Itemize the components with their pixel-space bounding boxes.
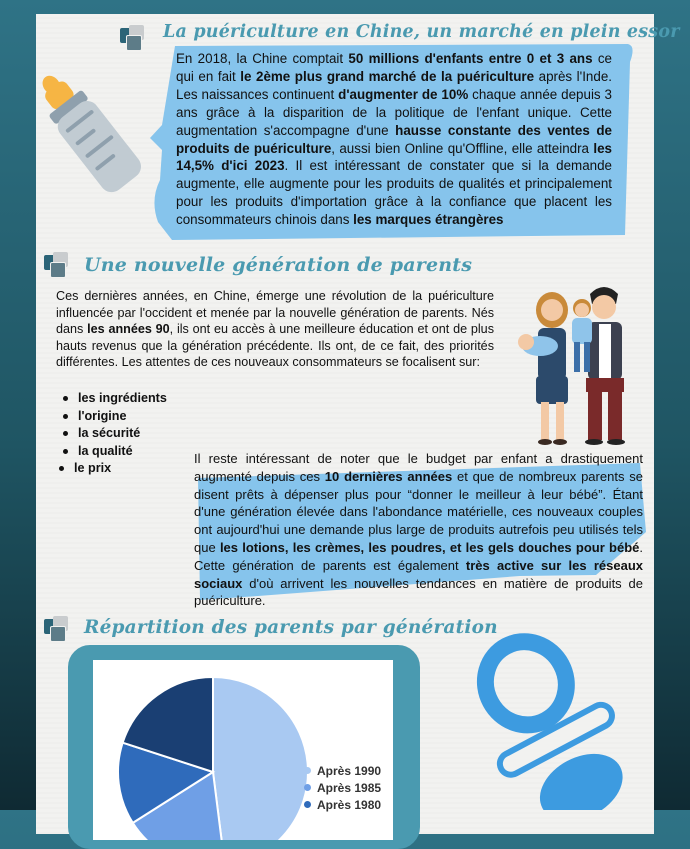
legend-label: Après 1980 [317,797,382,812]
emphasis-text: d'augmenter de 10% [338,86,469,102]
emphasis-text: hausse constante des ventes de produits de puériculture [176,122,612,156]
chart-frame [68,645,420,849]
section-title-1: La puériculture en Chine, un marché en plein essor [163,22,680,42]
section2-paragraph [56,288,494,371]
priorities-list [58,390,167,478]
pacifier-icon [452,628,642,810]
section-squares-icon [44,252,68,276]
legend-swatch [304,767,311,774]
body-text: après l'Inde. Les naissances continuent [176,68,612,102]
body-text: En 2018, la Chine comptait [176,51,349,66]
chart-canvas [93,660,393,840]
legend-item [304,779,381,796]
legend-label: Après 1990 [317,763,382,778]
list-item: la sécurité [58,425,167,443]
section-squares-icon [44,616,68,640]
legend-label: Après 1985 [317,780,382,795]
list-item: le prix [54,460,167,478]
list-item: les ingrédients [58,390,167,408]
list-item: la qualité [58,443,167,461]
body-text: d'où arrivent les nouvelles tendances en matière de produits de puériculture. [194,575,643,609]
body-text: , aussi bien Online qu'Offline, elle atteindra [331,140,594,156]
family-illustration [512,280,642,448]
emphasis-text: très active sur les réseaux sociaux [194,557,643,591]
emphasis-text: les 14,5% d'ici 2023 [176,140,612,174]
legend-item [304,796,381,813]
chart-legend [304,762,381,813]
legend-swatch [304,801,311,808]
pie-slice [213,677,308,840]
emphasis-text: les marques étrangères [353,212,504,228]
pie-chart [93,660,393,840]
section-title-2: Une nouvelle génération de parents [84,254,473,276]
body-text: chaque année depuis 3 ans grâce à la disparition de la politique de l'enfant unique. Cette augmentation s'accompagne d'une [176,86,612,138]
body-text: ce qui en fait [176,51,612,84]
body-text: , ils ont eu accès à une meilleure éducation et ont de plus hauts revenus que la génération précédente. Ils ont, de ce fait, des priorités différentes. Les attentes de ces nouveaux consommateurs se focalisent sur: [56,322,494,370]
emphasis-text: 50 millions d'enfants entre 0 et 3 ans [348,51,593,66]
baby-bottle-icon [30,72,165,202]
body-text: et que de nombreux parents se disent prêts à dépenser plus pour “donner le meilleur à leur bébé”. Étant d'une génération élevée dans l'abondance matérielle, ces nouveaux couples ont aujourd'hui une demande plus large de produits autrefois peu utilisés tels que [194,468,643,555]
emphasis-text: les lotions, les crèmes, les poudres, et les gels douches pour bébé [219,539,640,555]
body-text: . Il est intéressant de constater que si la demande augmente, elle augmente pour les produits de qualités et principalement pour les produits d'importation grâce à la confiance que placent les consommateurs chinois dans [176,158,612,228]
body-text: . Cette génération de parents est également [194,539,643,573]
emphasis-text: 10 dernières années [324,468,453,484]
legend-swatch [304,784,311,791]
section-title-3: Répartition des parents par génération [84,617,498,638]
list-item: l'origine [58,408,167,426]
body-text: Il reste intéressant de noter que le budget par enfant a drastiquement augmenté depuis ces [194,451,643,484]
section2-paragraph-2 [194,450,643,610]
legend-item [304,762,381,779]
section1-paragraph [176,50,612,229]
emphasis-text: les années 90 [87,322,170,337]
body-text: Ces dernières années, en Chine, émerge une révolution de la puériculture influencée par l'occident et menée par la nouvelle génération de parents. Nés dans [56,289,494,337]
emphasis-text: le 2ème plus grand marché de la puériculture [240,68,535,84]
